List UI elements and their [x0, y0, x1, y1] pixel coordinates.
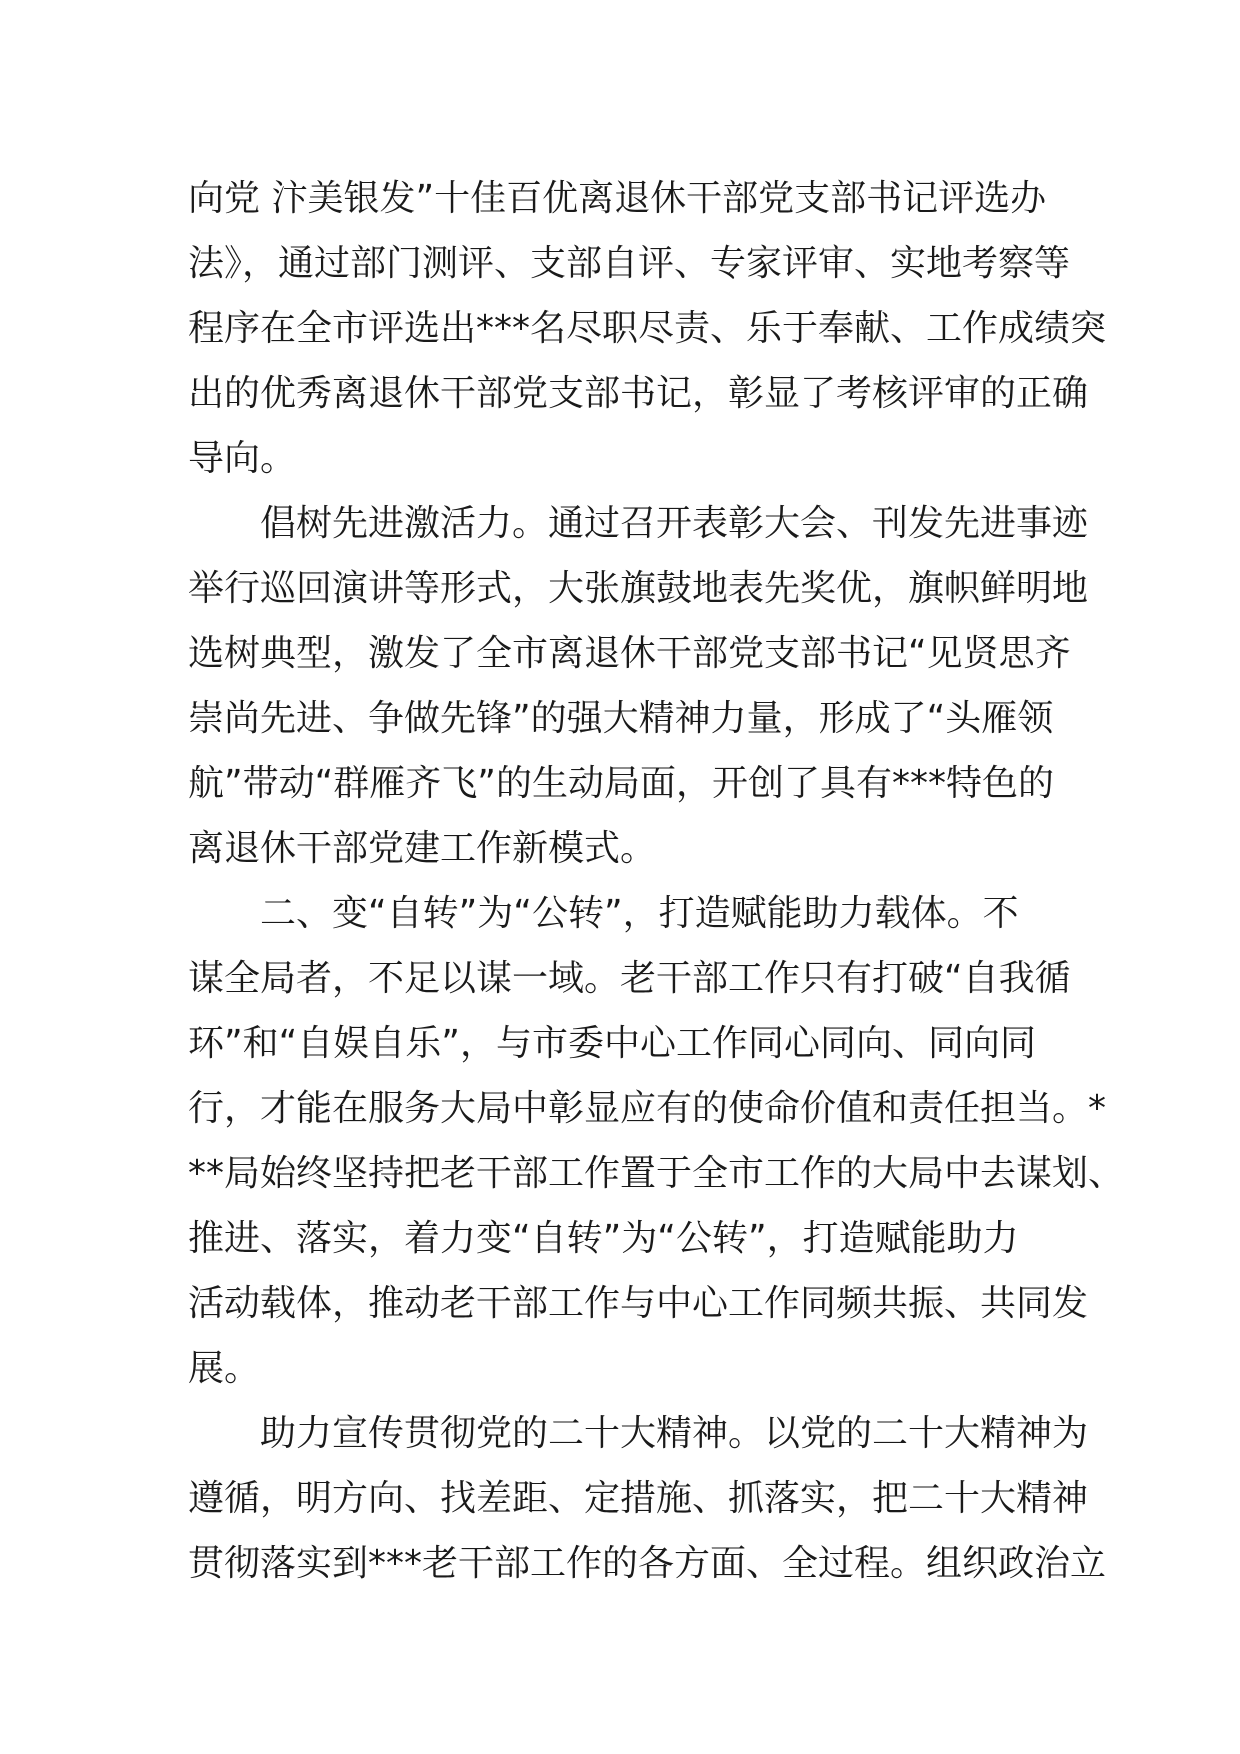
text-line: 展。	[188, 1348, 261, 1389]
text-line: 导向。	[188, 438, 297, 479]
text-line: 崇尚先进、争做先锋”的强大精神力量，形成了“头雁领	[188, 698, 1054, 739]
text-line: 举行巡回演讲等形式，大张旗鼓地表先奖优，旗帜鲜明地	[188, 568, 1089, 609]
section-heading-line: 二、变“自转”为“公转”，打造赋能助力载体。不	[260, 893, 1019, 934]
text-line: 推进、落实，着力变“自转”为“公转”，打造赋能助力	[188, 1218, 1019, 1259]
text-line: 活动载体，推动老干部工作与中心工作同频共振、共同发	[188, 1283, 1089, 1324]
paragraph-first-line: 倡树先进激活力。通过召开表彰大会、刊发先进事迹	[260, 503, 1089, 544]
text-line: **局始终坚持把老干部工作置于全市工作的大局中去谋划、	[188, 1153, 1125, 1194]
text-line: 行，才能在服务大局中彰显应有的使命价值和责任担当。*	[188, 1088, 1107, 1129]
document-body	[188, 166, 1125, 1596]
text-line: 法》，通过部门测评、支部自评、专家评审、实地考察等	[188, 243, 1071, 284]
text-line: 程序在全市评选出***名尽职尽责、乐于奉献、工作成绩突	[188, 308, 1107, 349]
paragraph-first-line: 助力宣传贯彻党的二十大精神。以党的二十大精神为	[260, 1413, 1089, 1454]
text-line: 离退休干部党建工作新模式。	[188, 828, 657, 869]
text-line: 环”和“自娱自乐”，与市委中心工作同心同向、同向同	[188, 1023, 1036, 1064]
text-line: 出的优秀离退休干部党支部书记，彰显了考核评审的正确	[188, 373, 1089, 414]
text-line: 贯彻落实到***老干部工作的各方面、全过程。组织政治立	[188, 1543, 1107, 1584]
text-line: 向党 汴美银发”十佳百优离退休干部党支部书记评选办	[188, 178, 1047, 219]
text-line: 谋全局者，不足以谋一域。老干部工作只有打破“自我循	[188, 958, 1071, 999]
text-line: 选树典型，激发了全市离退休干部党支部书记“见贤思齐	[188, 633, 1071, 674]
text-line: 航”带动“群雁齐飞”的生动局面，开创了具有***特色的	[188, 763, 1054, 804]
text-line: 遵循，明方向、找差距、定措施、抓落实，把二十大精神	[188, 1478, 1089, 1519]
